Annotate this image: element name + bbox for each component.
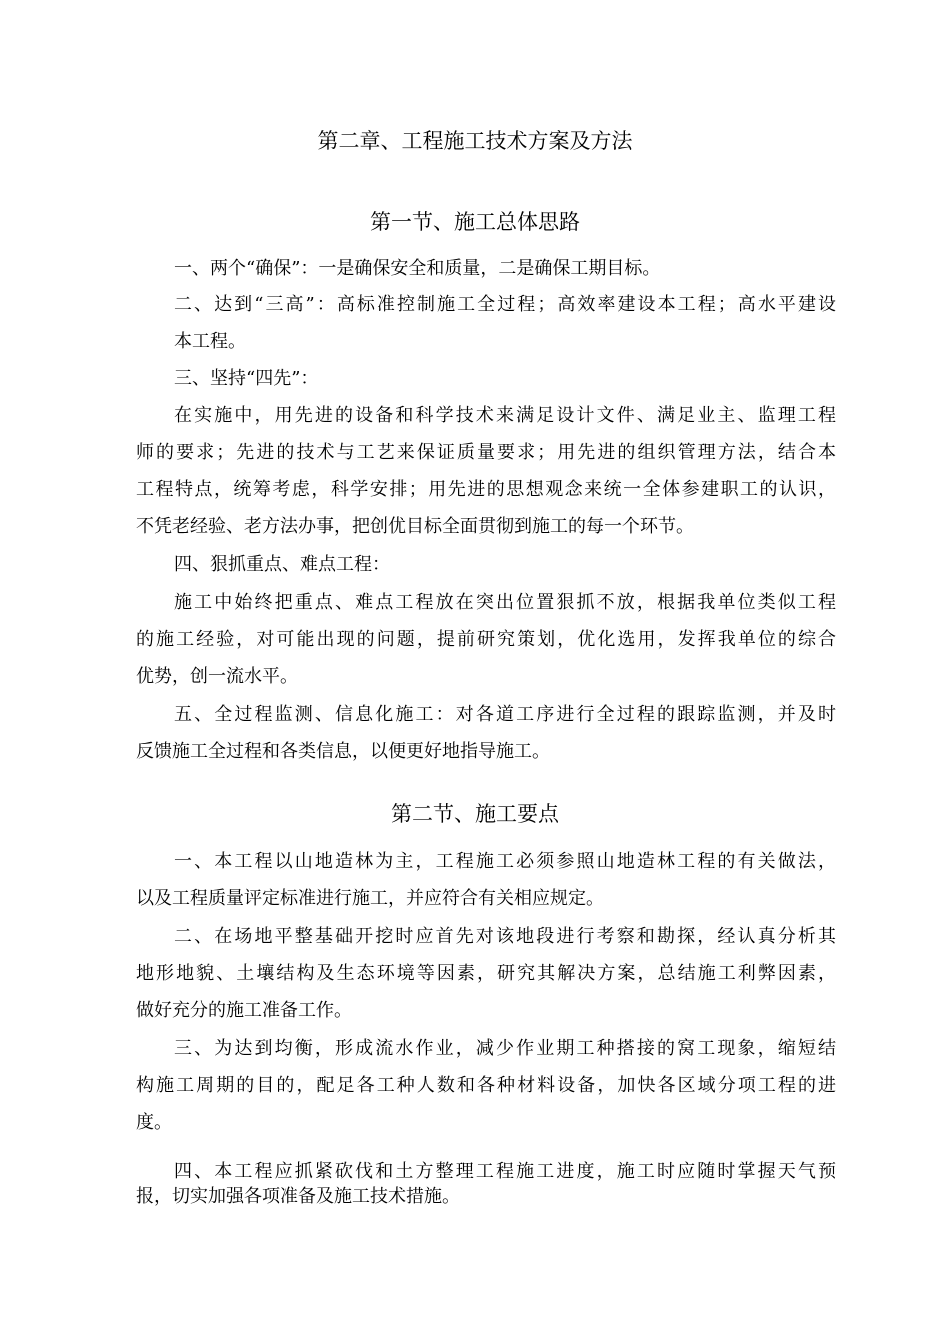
s2-line-7: 构施工周期的目的，配足各工种人数和各种材料设备，加快各区域分项工程的进 (136, 1075, 836, 1096)
s1-line-5: 在实施中，用先进的设备和科学技术来满足设计文件、满足业主、监理工程 (174, 405, 836, 426)
s1-line-2: 二、达到“三高”：高标准控制施工全过程；高效率建设本工程；高水平建设 (174, 294, 836, 315)
s2-line-2: 以及工程质量评定标准进行施工，并应符合有关相应规定。 (136, 888, 604, 909)
s1-line-4: 三、坚持“四先”： (174, 368, 319, 389)
s1-line-8: 不凭老经验、老方法办事，把创优目标全面贯彻到施工的每一个环节。 (136, 516, 694, 537)
s2-line-3: 二、在场地平整基础开挖时应首先对该地段进行考察和勘探，经认真分析其 (174, 926, 836, 947)
s1-line-3: 本工程。 (174, 331, 246, 352)
s1-line-10: 施工中始终把重点、难点工程放在突出位置狠抓不放，根据我单位类似工程 (174, 592, 836, 613)
s1-line-7: 工程特点，统筹考虑，科学安排；用先进的思想观念来统一全体参建职工的认识， (136, 479, 836, 500)
s2-line-5: 做好充分的施工准备工作。 (136, 1000, 352, 1021)
s1-line-11: 的施工经验，对可能出现的问题，提前研究策划，优化选用，发挥我单位的综合 (136, 629, 836, 650)
s2-line-6: 三、为达到均衡，形成流水作业，减少作业期工种搭接的窝工现象，缩短结 (174, 1038, 836, 1059)
chapter-title: 第二章、工程施工技术方案及方法 (317, 129, 633, 153)
s1-line-9: 四、狠抓重点、难点工程： (174, 554, 390, 575)
s2-line-4: 地形地貌、土壤结构及生态环境等因素，研究其解决方案，总结施工利弊因素， (136, 963, 836, 984)
section-1-title: 第一节、施工总体思路 (370, 210, 580, 234)
s2-line-9: 四、本工程应抓紧砍伐和土方整理工程施工进度，施工时应随时掌握天气预 (174, 1161, 836, 1182)
s2-line-10: 报，切实加强各项准备及施工技术措施。 (136, 1186, 460, 1207)
section-2-title: 第二节、施工要点 (391, 802, 559, 826)
s2-line-1: 一、本工程以山地造林为主，工程施工必须参照山地造林工程的有关做法， (174, 851, 836, 872)
s1-line-1: 一、两个“确保”：一是确保安全和质量，二是确保工期目标。 (174, 258, 661, 279)
s1-line-12: 优势，创一流水平。 (136, 666, 298, 687)
s1-line-14: 反馈施工全过程和各类信息，以便更好地指导施工。 (136, 741, 550, 762)
s1-line-6: 师的要求；先进的技术与工艺来保证质量要求；用先进的组织管理方法，结合本 (136, 442, 836, 463)
s2-line-8: 度。 (136, 1112, 172, 1133)
s1-line-13: 五、全过程监测、信息化施工：对各道工序进行全过程的跟踪监测，并及时 (174, 704, 836, 725)
